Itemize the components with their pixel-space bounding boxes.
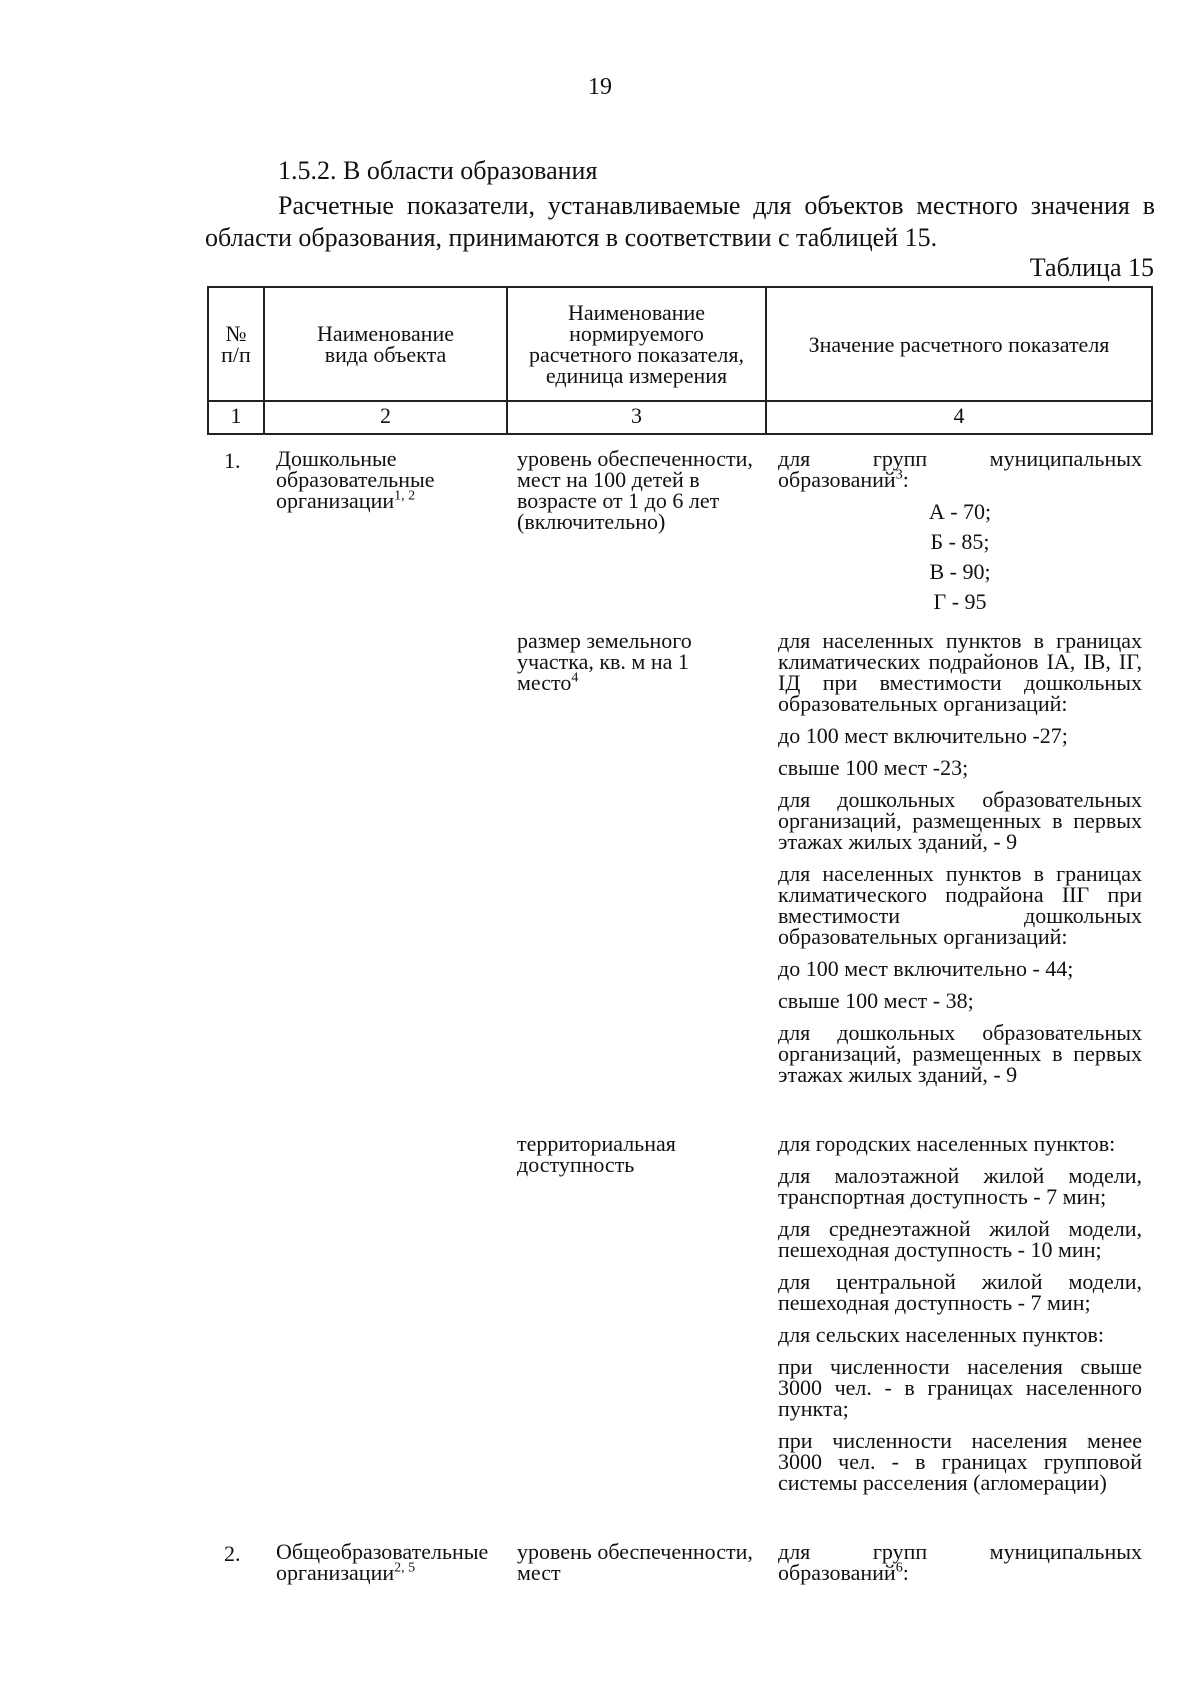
row-1-indicator-1-values (778, 448, 1142, 623)
value-paragraph: свыше 100 мест -23; (778, 755, 969, 780)
value-paragraph: Г - 95 (933, 589, 987, 614)
value-paragraph: до 100 мест включительно -27; (778, 723, 1068, 748)
row-2-object-name (276, 1541, 498, 1583)
row-1-number: 1. (224, 448, 241, 473)
column-number-3: 3 (631, 403, 642, 428)
page-number: 19 (588, 74, 612, 100)
intro-paragraph: Расчетные показатели, устанавливаемые для объектов местного значения в области образования, принимаются в соответствии с таблицей 15. (205, 191, 1155, 252)
value-paragraph: для населенных пунктов в границах климатических подрайонов IА, IВ, IГ, IД при вместимости дошкольных образовательных организаций: (778, 628, 1142, 716)
row-1-indicator-2-text: размер земельного участка, кв. м на 1 место (517, 628, 692, 695)
row-1-object-footnote: 1, 2 (394, 488, 416, 504)
value-paragraph: для населенных пунктов в границах климатического подрайона IIГ при вместимости дошкольных образовательных организаций: (778, 861, 1142, 949)
row-2-number: 2. (224, 1541, 241, 1566)
value-paragraph: при численности населения свыше 3000 чел. - в границах населенного пункта; (778, 1354, 1142, 1421)
table-caption: Таблица 15 (1029, 253, 1154, 282)
table-border-right (1151, 286, 1153, 435)
value-paragraph: для малоэтажной жилой модели, транспортная доступность - 7 мин; (778, 1163, 1142, 1209)
value-paragraph: Б - 85; (930, 529, 990, 554)
row-2-indicator-1-values (778, 1541, 1142, 1594)
header-cell-object-type: Наименование вида объекта (316, 321, 455, 367)
section-title: 1.5.2. В области образования (278, 156, 598, 185)
value-paragraph: для городских населенных пунктов: (778, 1131, 1116, 1156)
row-2-object-footnote: 2, 5 (394, 1560, 416, 1576)
value-paragraph: свыше 100 мест - 38; (778, 988, 974, 1013)
row-1-indicator-2-name (517, 630, 727, 693)
row-1-object-name (276, 448, 498, 511)
row-2-object-text: Общеобразовательные организации (276, 1539, 489, 1585)
value-paragraph: для групп муниципальных образований$^6$: (778, 1539, 1142, 1585)
row-1-indicator-2-footnote: 4 (571, 670, 579, 686)
column-number-4: 4 (953, 403, 965, 428)
value-paragraph: А - 70; (928, 499, 992, 524)
table-border-numbers-bottom (207, 433, 1153, 435)
row-1-indicator-3-values (778, 1133, 1142, 1504)
value-paragraph: до 100 мест включительно - 44; (778, 956, 1074, 981)
value-paragraph: для центральной жилой модели, пешеходная доступность - 7 мин; (778, 1269, 1142, 1315)
table-border-header-bottom (207, 400, 1153, 402)
column-number-2: 2 (380, 403, 391, 428)
value-paragraph: для среднеэтажной жилой модели, пешеходная доступность - 10 мин; (778, 1216, 1142, 1262)
value-footnote: 6 (895, 1560, 903, 1576)
row-1-object-text: Дошкольные образовательные организации (276, 446, 435, 513)
header-cell-value: Значение расчетного показателя (808, 331, 1110, 357)
header-cell-indicator: Наименование нормируемого расчетного показателя, единица измерения (528, 300, 745, 388)
header-cell-number: № п/п (221, 321, 251, 367)
value-paragraph: для дошкольных образовательных организаций, размещенных в первых этажах жилых зданий, - 9 (778, 1020, 1142, 1087)
value-paragraph: для групп муниципальных образований$^3$: (778, 446, 1142, 492)
value-paragraph: при численности населения менее 3000 чел. - в границах групповой системы расселения (агломерации) (778, 1428, 1142, 1495)
value-paragraph: для дошкольных образовательных организаций, размещенных в первых этажах жилых зданий, - 9 (778, 787, 1142, 854)
value-footnote: 3 (895, 467, 903, 483)
row-1-indicator-1-name: уровень обеспеченности, мест на 100 детей в возрасте от 1 до 6 лет (включительно) (517, 446, 753, 534)
column-number-1: 1 (230, 403, 242, 428)
value-paragraph: В - 90; (929, 559, 991, 584)
value-paragraph: для сельских населенных пунктов: (778, 1322, 1105, 1347)
row-2-indicator-1-name: уровень обеспеченности, мест (517, 1539, 753, 1585)
row-1-indicator-2-values (778, 630, 1142, 1096)
row-1-indicator-3-name: территориальная доступность (517, 1131, 676, 1177)
